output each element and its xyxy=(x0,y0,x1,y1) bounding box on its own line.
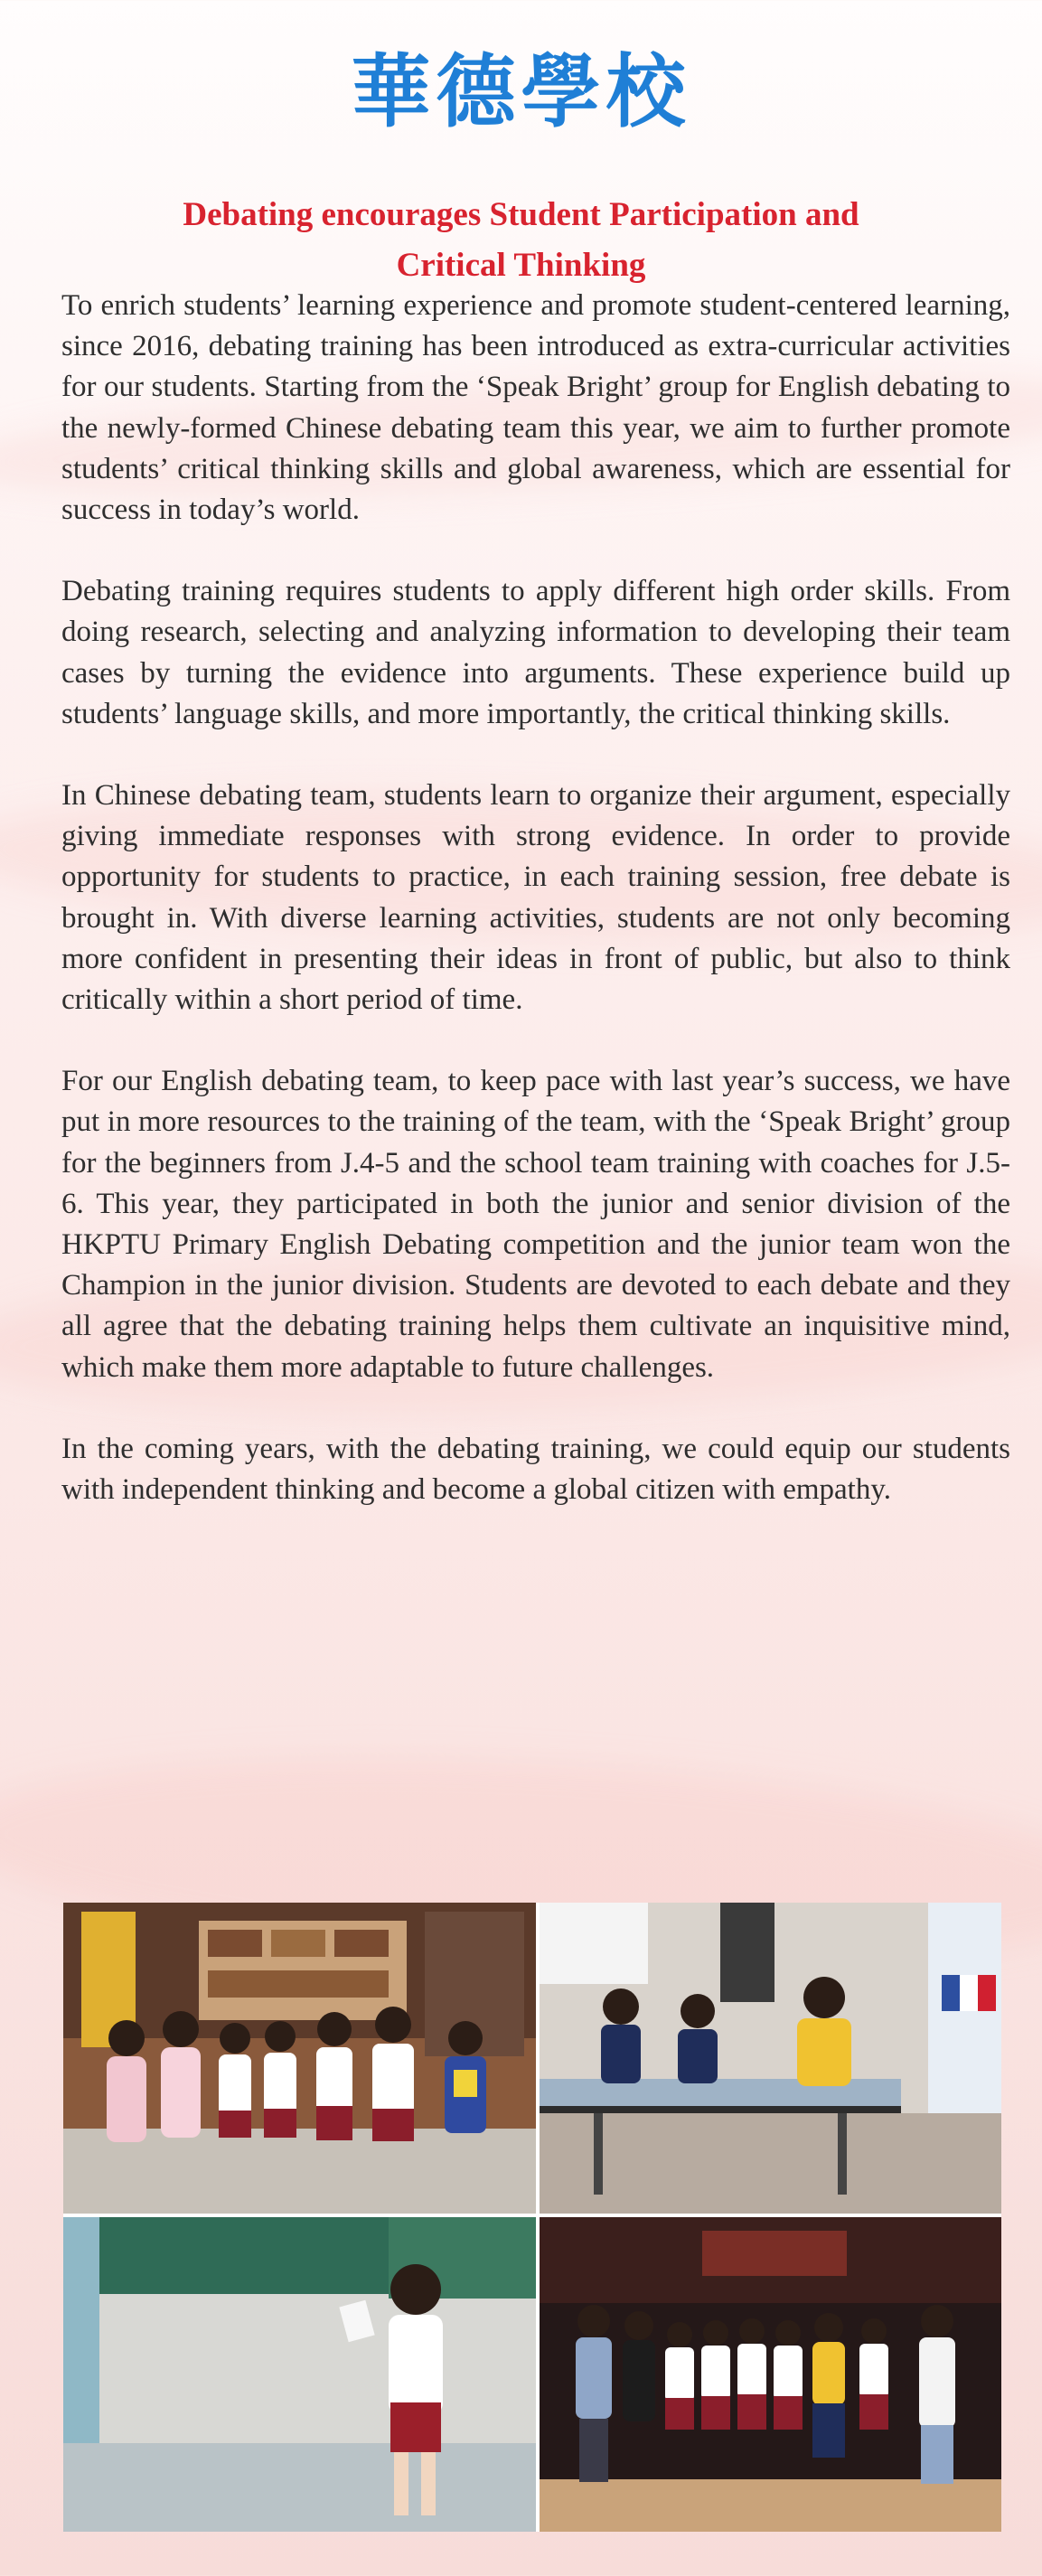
paragraph-english-team: For our English debating team, to keep pace with last year’s success, we have put in more resources to the training of the team, with the ‘Speak Bright’ group for the beginners from J.4-5 and the school team training with coaches for J.5-6. This year, they participated in both the junior and senior division of the HKPTU Primary English Debating competition and the junior team won the Champion in the junior division. Students are devoted to each debate and they all agree that the debating training helps them cultivate an inquisitive mind, which make them more adaptable to future challenges. xyxy=(61,1065,1010,1384)
paragraph-chinese-team: In Chinese debating team, students learn to organize their argument, especially giving immediate responses with strong evidence. In order to provide opportunity for students to practice, in each training session, free debate is brought in. With diverse learning activities, students are not only becoming more confident in presenting their ideas in front of public, but also to think critically within a short period of time. xyxy=(61,779,1010,1017)
article-title-line-2: Critical Thinking xyxy=(396,247,646,284)
photo-award-group xyxy=(540,2217,1001,2532)
paragraph-skills: Debating training requires students to apply different high order skills. From doing research, selecting and analyzing information to developing their team cases by turning the evidence into arguments. These experience build up students’ language skills, and more importantly, the critical thinking skills. xyxy=(61,575,1010,730)
school-name-heading: 華德學校 xyxy=(351,45,691,138)
photo-debate-table xyxy=(540,1903,1001,2214)
paragraph-intro: To enrich students’ learning experience and promote student-centered learning, since 2016, debating training has been introduced as extra-curricular activities for our students. Starting from the ‘Speak Bright’ group for English debating to the newly-formed Chinese debating team this year, we aim to further promote students’ critical thinking skills and global awareness, which are essential for success in today’s world. xyxy=(61,289,1010,527)
photo-students-library xyxy=(63,1903,536,2214)
paragraph-conclusion: In the coming years, with the debating training, we could equip our students with independent thinking and become a global citizen with empathy. xyxy=(61,1432,1010,1507)
photo-collage xyxy=(63,1903,1001,2532)
article-title xyxy=(0,190,1042,291)
photo-student-presenting xyxy=(63,2217,536,2532)
article-title-line-1: Debating encourages Student Participation and xyxy=(183,196,859,233)
article-body xyxy=(61,286,1010,1551)
